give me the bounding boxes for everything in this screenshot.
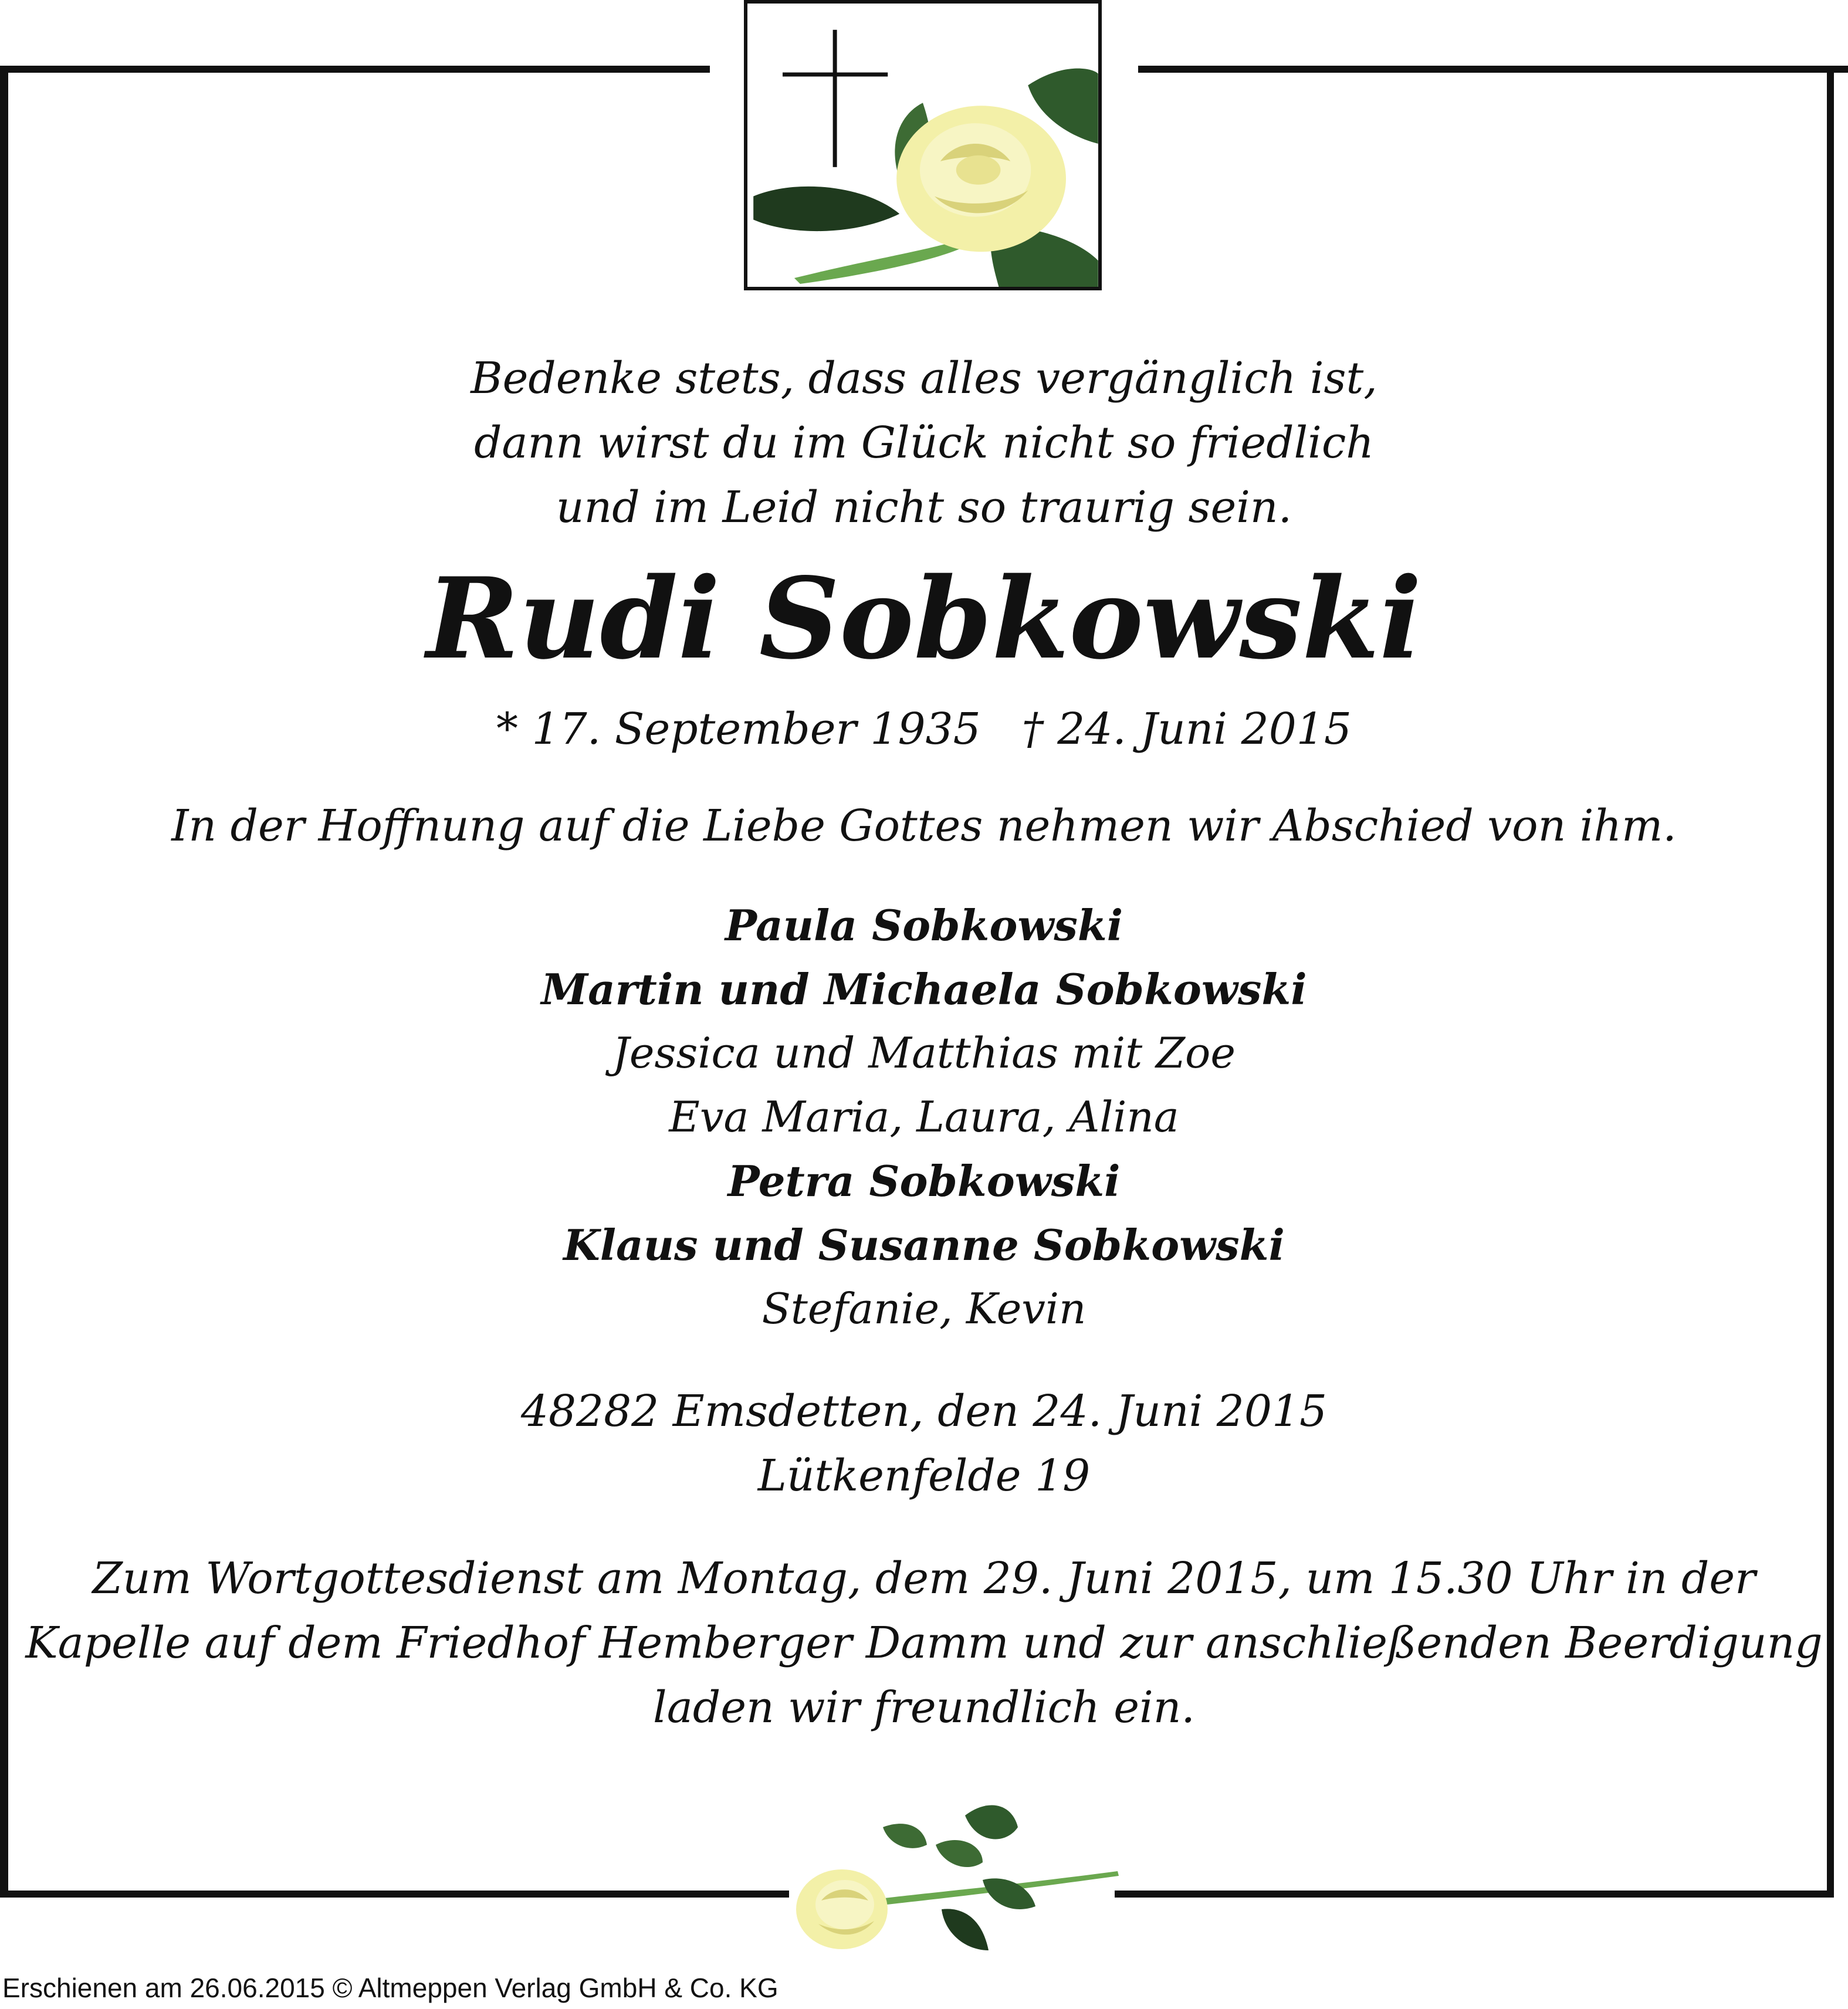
rose-branch-icon bbox=[789, 1792, 1129, 1968]
family-member: Stefanie, Kevin bbox=[761, 1284, 1087, 1333]
service-line: laden wir freundlich ein. bbox=[653, 1682, 1195, 1733]
family-member: Paula Sobkowski bbox=[725, 900, 1123, 950]
frame-line-top-right bbox=[1138, 66, 1848, 73]
family-list bbox=[18, 893, 1830, 1341]
verse bbox=[18, 346, 1830, 540]
family-member: Martin und Michaela Sobkowski bbox=[541, 964, 1307, 1014]
verse-line: dann wirst du im Glück nicht so friedlich bbox=[474, 418, 1374, 468]
obituary-content bbox=[18, 346, 1830, 1740]
frame-line-top-left bbox=[0, 66, 710, 73]
verse-line: Bedenke stets, dass alles vergänglich ist, bbox=[471, 353, 1377, 404]
verse-line: und im Leid nicht so traurig sein. bbox=[556, 482, 1292, 533]
farewell-text: In der Hoffnung auf die Liebe Gottes nehmen wir Abschied von ihm. bbox=[171, 801, 1677, 851]
birth-date: * 17. September 1935 bbox=[496, 704, 981, 754]
life-dates bbox=[18, 697, 1830, 761]
family-member: Petra Sobkowski bbox=[727, 1156, 1121, 1206]
frame-line-bottom-left bbox=[0, 1891, 789, 1898]
service-invitation bbox=[18, 1546, 1830, 1740]
frame-line-bottom-right bbox=[1115, 1891, 1834, 1898]
service-line: Zum Wortgottesdienst am Montag, dem 29. Juni 2015, um 15.30 Uhr in der bbox=[92, 1553, 1756, 1604]
deceased-name: Rudi Sobkowski bbox=[426, 553, 1422, 684]
place-date: 48282 Emsdetten, den 24. Juni 2015 bbox=[520, 1386, 1328, 1437]
address-block bbox=[18, 1379, 1830, 1508]
service-line: Kapelle auf dem Friedhof Hemberger Damm und zur anschließenden Beerdigung bbox=[25, 1618, 1823, 1668]
cross-with-rose-icon bbox=[744, 0, 1102, 290]
family-member: Klaus und Susanne Sobkowski bbox=[563, 1220, 1285, 1270]
street: Lütkenfelde 19 bbox=[757, 1451, 1091, 1501]
family-member: Eva Maria, Laura, Alina bbox=[669, 1092, 1179, 1141]
frame-line-left bbox=[0, 66, 8, 1898]
family-member: Jessica und Matthias mit Zoe bbox=[612, 1028, 1236, 1078]
publication-footer: Erschienen am 26.06.2015 © Altmeppen Verlag GmbH & Co. KG bbox=[2, 1973, 779, 2003]
death-date: † 24. Juni 2015 bbox=[1021, 704, 1352, 754]
